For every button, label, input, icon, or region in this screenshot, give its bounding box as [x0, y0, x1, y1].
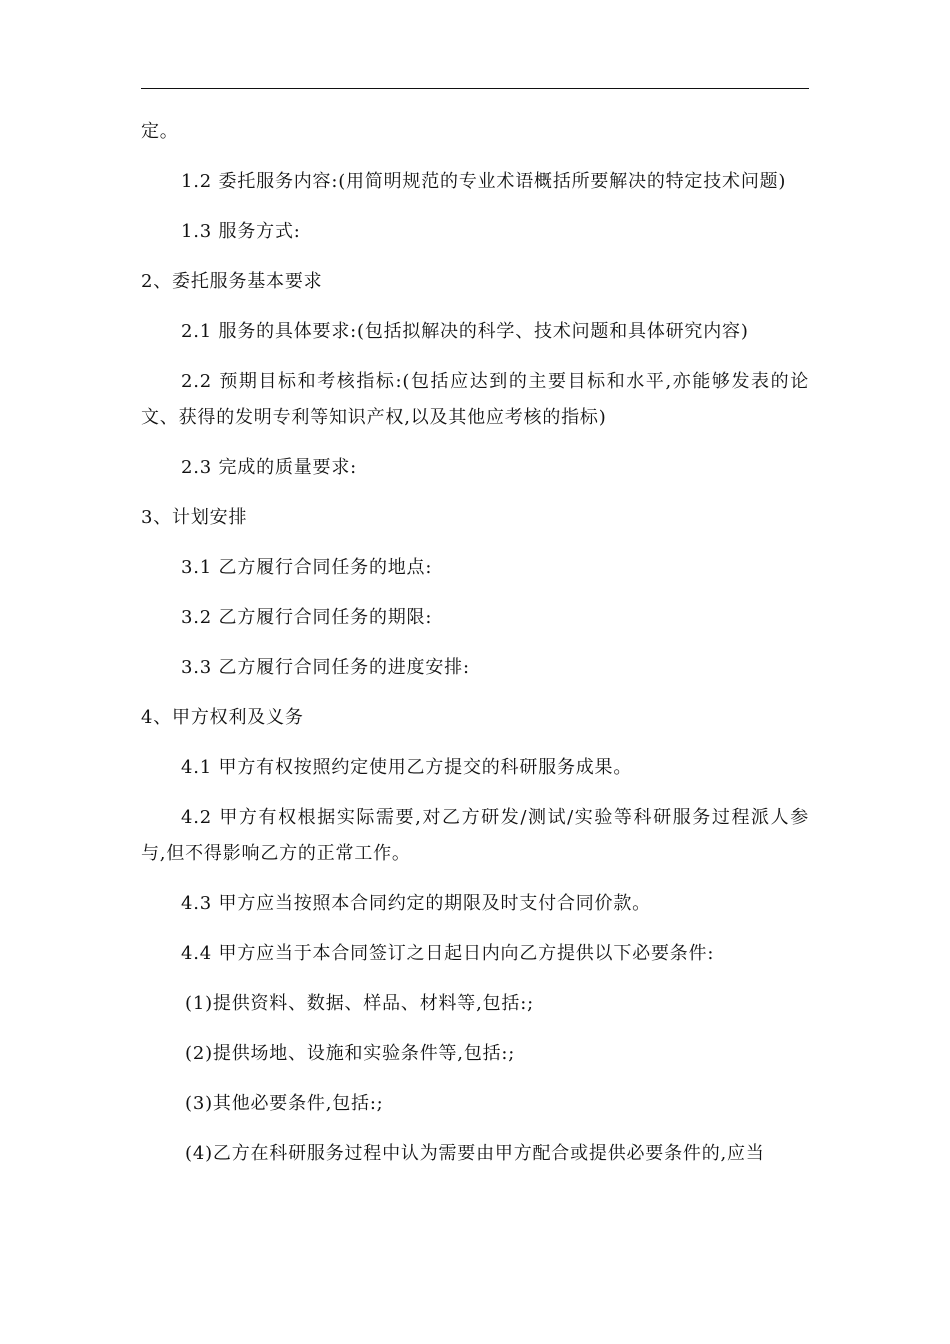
clause-4-4: 4.4 甲方应当于本合同签订之日起日内向乙方提供以下必要条件:: [181, 943, 715, 964]
clause-2-3: 2.3 完成的质量要求:: [181, 457, 358, 478]
clause-2-2: 2.2 预期目标和考核指标:(包括应达到的主要目标和水平,亦能够发表的论文、获得的发明专利等知识产权,以及其他应考核的指标): [141, 371, 809, 428]
paragraph-continuation: 定。: [141, 121, 179, 142]
header-rule: [141, 88, 809, 89]
condition-item-4: (4)乙方在科研服务过程中认为需要由甲方配合或提供必要条件的,应当: [185, 1143, 765, 1164]
clause-3-1: 3.1 乙方履行合同任务的地点:: [181, 557, 433, 578]
section-3-heading: 3、计划安排: [141, 507, 248, 528]
section-4-heading: 4、甲方权利及义务: [141, 707, 304, 728]
condition-item-2: (2)提供场地、设施和实验条件等,包括:;: [185, 1043, 516, 1064]
condition-item-1: (1)提供资料、数据、样品、材料等,包括:;: [185, 993, 534, 1014]
clause-3-2: 3.2 乙方履行合同任务的期限:: [181, 607, 433, 628]
clause-4-3: 4.3 甲方应当按照本合同约定的期限及时支付合同价款。: [181, 893, 651, 914]
clause-4-1: 4.1 甲方有权按照约定使用乙方提交的科研服务成果。: [181, 757, 633, 778]
clause-3-3: 3.3 乙方履行合同任务的进度安排:: [181, 657, 470, 678]
clause-4-2: 4.2 甲方有权根据实际需要,对乙方研发/测试/实验等科研服务过程派人参与,但不得影响乙方的正常工作。: [141, 807, 809, 864]
condition-item-3: (3)其他必要条件,包括:;: [185, 1093, 384, 1114]
clause-1-3: 1.3 服务方式:: [181, 221, 301, 242]
document-body: [141, 114, 809, 1186]
section-2-heading: 2、委托服务基本要求: [141, 271, 323, 292]
clause-2-1: 2.1 服务的具体要求:(包括拟解决的科学、技术问题和具体研究内容): [181, 321, 749, 342]
clause-1-2: 1.2 委托服务内容:(用简明规范的专业术语概括所要解决的特定技术问题): [181, 171, 787, 192]
